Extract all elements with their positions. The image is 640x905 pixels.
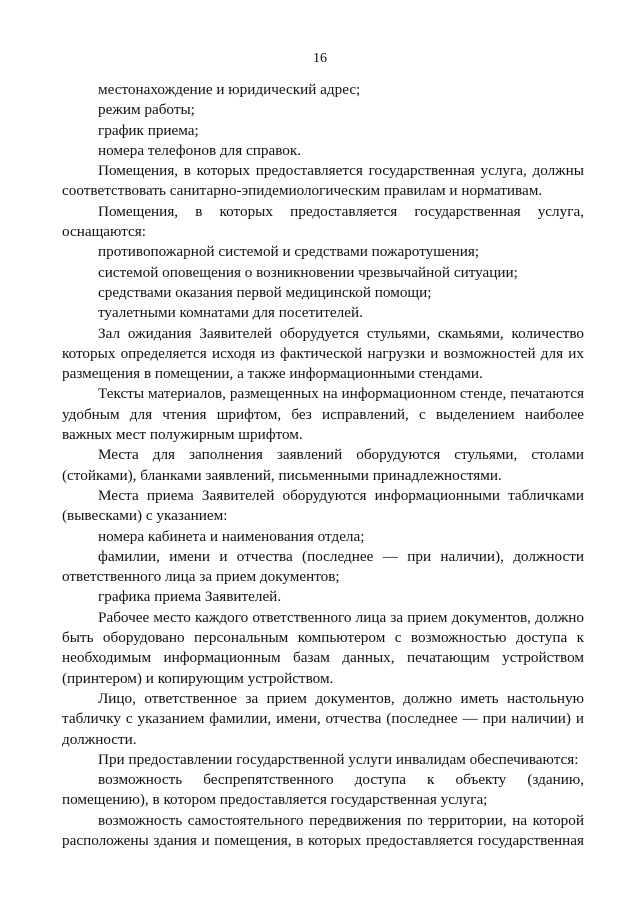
paragraph-stand-texts: Тексты материалов, размещенных на информационном стенде, печатаются удобным для чтения шрифтом, без исправлений, с выделением наиболее важных мест полужирным шрифтом. <box>62 385 584 444</box>
list-item-responsible-person: фамилии, имени и отчества (последнее — при наличии), должности ответственного лица за прием документов; <box>62 547 584 586</box>
list-item-phones: номера телефонов для справок. <box>98 141 302 159</box>
paragraph-workplace: Рабочее место каждого ответственного лица за прием документов, должно быть оборудовано персональным компьютером с возможностью доступа к необходимым информационным базам данных, печатающим устройством (принтером) и копирующим устройством. <box>62 608 584 687</box>
list-item-work-mode: режим работы; <box>98 101 195 119</box>
paragraph-reception-places: Места приема Заявителей оборудуются информационными табличками (вывесками) с указанием: <box>62 486 584 525</box>
list-item-address: местонахождение и юридический адрес; <box>98 81 361 98</box>
paragraph-premises-requirements: Помещения, в которых предоставляется государственная услуга, должны соответствовать санитарно-эпидемиологическим правилам и нормативам. <box>62 162 584 200</box>
list-item-first-aid: средствами оказания первой медицинской помощи; <box>98 283 432 301</box>
list-item-independent-movement: возможность самостоятельного передвижения по территории, на которой расположены здания и помещения, в которых предоставляется государственная <box>62 811 584 849</box>
list-item-schedule: график приема; <box>98 121 199 139</box>
list-item-alert-system: системой оповещения о возникновении чрезвычайной ситуации; <box>98 263 518 281</box>
list-item-unhindered-access: возможность беспрепятственного доступа к объекту (зданию, помещению), в котором предоставляется государственная услуга; <box>62 771 584 809</box>
list-item-reception-schedule: графика приема Заявителей. <box>98 588 282 606</box>
list-item-toilets: туалетными комнатами для посетителей. <box>98 304 363 322</box>
paragraph-disabled-access: При предоставлении государственной услуги инвалидам обеспечиваются: <box>98 750 579 768</box>
paragraph-desk-sign: Лицо, ответственное за прием документов, должно иметь настольную табличку с указанием фамилии, имени, отчества (последнее — при наличии) и должности. <box>62 689 584 748</box>
list-item-room-number: номера кабинета и наименования отдела; <box>98 527 365 545</box>
page-number: 16 <box>313 51 327 66</box>
document-body <box>62 80 584 851</box>
paragraph-application-places: Места для заполнения заявлений оборудуются стульями, столами (стойками), бланками заявлений, письменными принадлежностями. <box>62 446 584 484</box>
list-item-fire-system: противопожарной системой и средствами пожаротушения; <box>98 243 480 261</box>
paragraph-premises-equipment: Помещения, в которых предоставляется государственная услуга, оснащаются: <box>62 202 584 241</box>
paragraph-waiting-hall: Зал ожидания Заявителей оборудуется стульями, скамьями, количество которых определяется исходя из фактической нагрузки и возможностей для их размещения в помещении, а также информационными стендами. <box>62 324 584 383</box>
